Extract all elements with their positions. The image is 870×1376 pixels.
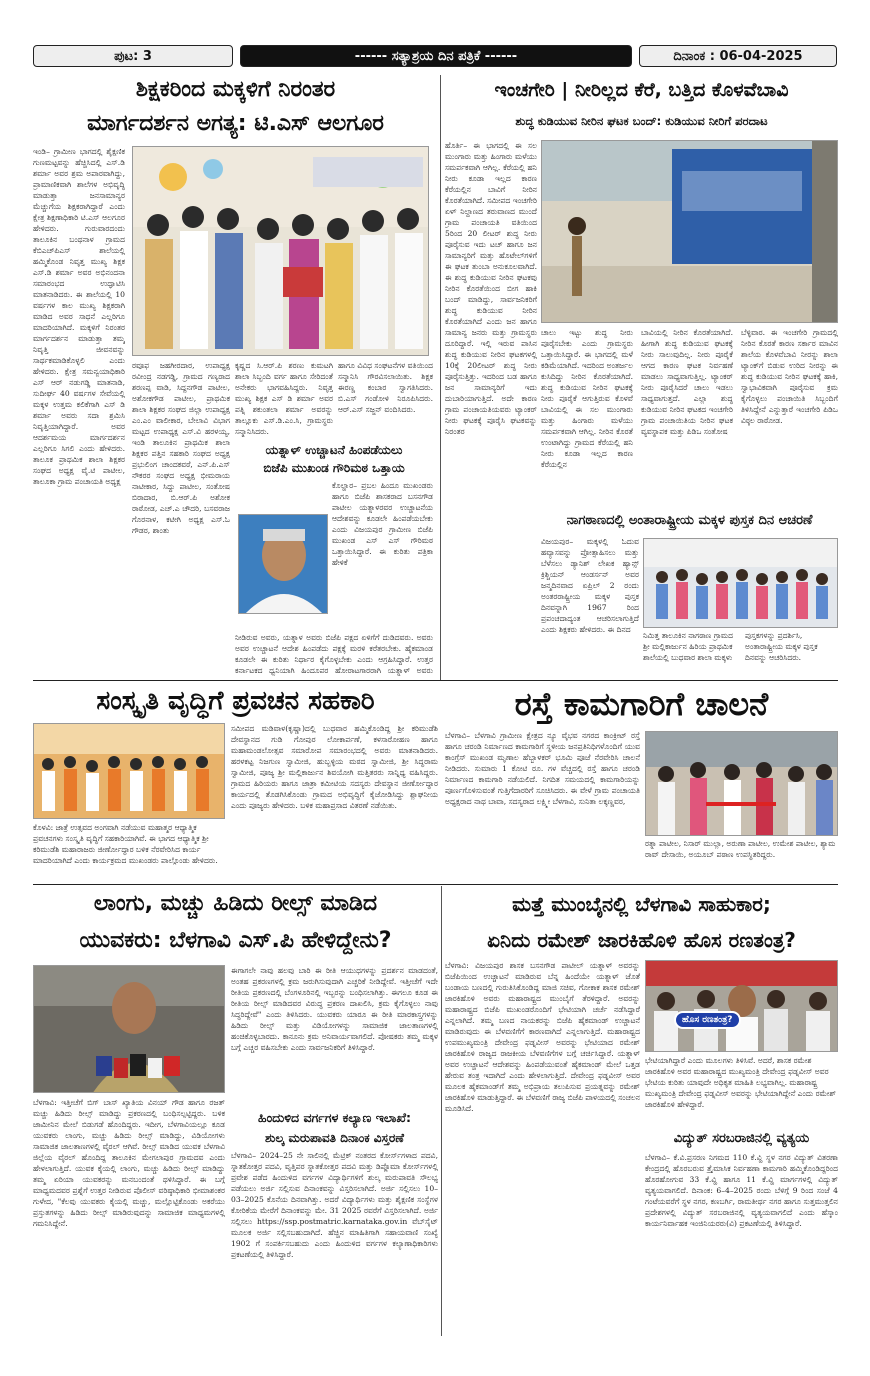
section-divider-1 (33, 680, 838, 681)
road-work-photo (645, 731, 838, 836)
paper-name: ------ ಸತ್ಯಾಶ್ರಯ ದಿನ ಪತ್ರಿಕೆ ------ (240, 45, 632, 67)
children-group-illustration (644, 539, 838, 628)
a10-headline: ವಿದ್ಯುತ್ ಸರಬರಾಜಿನಲ್ಲಿ ವ್ಯತ್ಯಯ (673, 1131, 810, 1146)
a8-headline: ಹಿಂದುಳಿದ ವರ್ಗಗಳ ಕಲ್ಯಾಣ ಇಲಾಖೆ: (258, 1110, 411, 1125)
a2-headline-1: ಯತ್ನಾಳ್ ಉಚ್ಚಾಟನೆ ಹಿಂಪಡೆಯಲು (265, 443, 403, 457)
a9-headline-1: ಮತ್ತೆ ಮುಂಬೈನಲ್ಲಿ ಬೆಳಗಾವಿ ಸಾಹುಕಾರ; (512, 892, 771, 916)
a2-headline-2: ಬಿಜೆಪಿ ಮುಖಂಡ ಗೌರಿಮಠ ಒತ್ತಾಯ (263, 461, 405, 475)
vertical-rule-top (440, 75, 441, 680)
a5-headline: ಸಂಸ್ಕೃತಿ ವೃದ್ಧಿಗೆ ಪ್ರವಚನ ಸಹಕಾರಿ (96, 686, 375, 716)
politician-illustration (646, 961, 838, 1052)
a7-column-1: ಬೆಳಗಾವಿ: ಇತ್ತೀಚೆಗೆ ಬಿಗ್ ಬಾಸ್ ಖ್ಯಾತಿಯ ವಿನಯ್ ಗೌಡ ಹಾಗೂ ರಜತ್ ಮಚ್ಚು ಹಿಡಿದು ರೀಲ್ಸ್ ಮಾಡಿದ್ದು ಪ್ರಕರಣದಲ್ಲಿ ಬಂಧಿಸಲ್ಪಟ್ಟಿದ್ದರು. ಬಳಿಕ ಜಾಮೀನಿನ ಮೇಲೆ ಬಿಡುಗಡೆ ಹೊಂದಿದ್ದರು. ಇದೀಗ, ಬೆಳಗಾವಿಯಲ್ಲೂ ಕೂಡ ಯುವಕರು ಲಾಂಗು, ಮಚ್ಚು ಹಿಡಿದು ರೀಲ್ಸ್ ಮಾಡಿದ್ದು, ವಿಡಿಯೋಗಳು ಸಾಮಾಜಿಕ ಜಾಲತಾಣಗಳಲ್ಲಿ ವೈರಲ್ ಆಗಿವೆ. ರೀಲ್ಸ್ ಮಾಡಿದ ಯುವಕ ಬೆಳಗಾವಿ ಜಿಲ್ಲೆಯ ವೈರಲ್ ಹೊಂದಿದ್ದ ತಾಲೂಕಿನ ಮೇಗಲಾಪುರ ಗ್ರಾಮದವ ಎಂದು ಹೇಳಲಾಗುತ್ತಿದೆ. ಯುವಕ ಕೈಯಲ್ಲಿ ಲಾಂಗು, ಮಚ್ಚು ಹಿಡಿದು ರೀಲ್ಸ್ ಮಾಡಿದ್ದು ತಮ್ಮ ಏರಿಯಾ ಯುವಕರನ್ನು ಮನಬಂದಂತೆ ಥಳಿಸಿದ್ದಾರೆ. ಈ ಬಗ್ಗೆ ಮಾಧ್ಯಮದವರ ಪ್ರಶ್ನೆಗೆ ಉತ್ತರ ನೀಡಿರುವ ಪೊಲೀಸ್ ವರಿಷ್ಠಾಧಿಕಾರಿ ಭೀಮಾಶಂಕರ ಗುಳೇದ, "ಕೆಲವು ಯುವಕರು ಕೈಯಲ್ಲಿ ಮಚ್ಚು, ಮಲ್ಲೊಟ್ಟಿಕೊಂಡು ಅಕರೆಯು ಪ್ರಸ್ತುತಗಳನ್ನು ಹಿಡಿದು ರೀಲ್ಸ್ ಮಾಡಿರುವುದನ್ನು ಸಾಮಾಜಿಕ ಮಾಧ್ಯಮಗಳಲ್ಲಿ ಗಮನಿಸಿದ್ದೇನೆ. (33, 1098, 225, 1228)
page-number: ಪುಟ: 3 (33, 45, 233, 67)
portrait-illustration (239, 515, 328, 614)
event-crowd-illustration (34, 724, 225, 819)
press-meet-illustration (34, 966, 225, 1093)
ribbon-cutting-illustration (646, 732, 838, 836)
book-day-photo (643, 538, 838, 628)
photo-label-badge: ಹೊಸ ರಣತಂತ್ರ? (674, 1011, 741, 1029)
issue-date: ದಿನಾಂಕ : 06-04-2025 (639, 45, 837, 67)
vertical-rule-bottom (441, 886, 442, 1336)
discourse-event-photo (33, 723, 225, 819)
a9-column-1: ಬೆಳಗಾವಿ: ವಿಜಯಪುರ ಶಾಸಕ ಬಸನಗೌಡ ಪಾಟೀಲ್ ಯತ್ನಾಳ್ ಅವರನ್ನು ಬಿಜೆಪಿಯಿಂದ ಉಚ್ಚಾಟನೆ ಮಾಡಿರುವ ಬೆನ್ನ ಹಿಂದೆಯೇ ಯತ್ನಾಳ್ ಜೊತೆ ಬಂಡಾಯ ಬಣದಲ್ಲಿ ಗುರುತಿಸಿಕೊಂಡಿದ್ದ ಮಾಜಿ ಸಚಿವ, ಗೋಕಾಕ ಶಾಸಕ ರಮೇಶ್ ಜಾರಕಿಹೊಳಿ ಅವರು ಮಹಾರಾಷ್ಟ್ರದ ಮುಂಬೈಗೆ ತೆರಳಿದ್ದಾರೆ. ಅವರನ್ನು ಮಹಾರಾಷ್ಟ್ರದ ಬಿಜೆಪಿ ಮುಖಂಡರೊಂದಿಗೆ ಭೇಟಿಯಾಗಿ ಚರ್ಚೆ ನಡೆಸಿದ್ದಾರೆ ಎನ್ನಲಾಗಿದೆ. ತಮ್ಮ ಬಣದ ನಾಯಕರನ್ನು ಬಿಜೆಪಿ ಹೈಕಮಾಂಡ್ ಉಚ್ಚಾಟನೆ ಮಾಡಿರುವುದು ಈ ಬೆಳವಣಿಗೆಗೆ ಕಾರಣವಾಗಿದೆ ಎನ್ನಲಾಗುತ್ತಿದೆ. ಮಹಾರಾಷ್ಟ್ರದ ಉಪಮುಖ್ಯಮಂತ್ರಿ ದೇವೇಂದ್ರ ಫಡ್ನವೀಸ್ ಅವರನ್ನು ಭೇಟಿಯಾದ ರಮೇಶ್ ಜಾರಕಿಹೊಳಿ ರಾಜ್ಯದ ರಾಜಕೀಯ ಬೆಳವಣಿಗೆಗಳ ಬಗ್ಗೆ ಚರ್ಚಿಸಿದ್ದಾರೆ. ಯತ್ನಾಳ್ ಅವರ ಉಚ್ಚಾಟನೆ ಆದೇಶವನ್ನು ಹಿಂಪಡೆಯುವಂತೆ ಹೈಕಮಾಂಡ್ ಮೇಲೆ ಒತ್ತಡ ಹೇರುವ ತಂತ್ರ ಇದಾಗಿದೆ ಎಂದು ಹೇಳಲಾಗುತ್ತಿದೆ. ದೇವೇಂದ್ರ ಫಡ್ನವೀಸ್ ಅವರ ಮೂಲಕ ಹೈಕಮಾಂಡ್‌ಗೆ ತಮ್ಮ ಅಭಿಪ್ರಾಯ ತಲುಪಿಸುವ ಪ್ರಯತ್ನವನ್ನು ರಮೇಶ್ ಜಾರಕಿಹೊಳಿ ಮಾಡುತ್ತಿದ್ದಾರೆ. ಈ ಬೆಳವಣಿಗೆ ರಾಜ್ಯ ಬಿಜೆಪಿ ಪಾಳಯದಲ್ಲಿ ಸಂಚಲನ ಮೂಡಿಸಿದೆ. (445, 961, 640, 1113)
a3-subheadline: ಶುದ್ಧ ಕುಡಿಯುವ ನೀರಿನ ಘಟಕ ಬಂದ್: ಕುಡಿಯುವ ನೀರಿಗೆ ಪರದಾಟ (515, 114, 768, 128)
a3-headline: ಇಂಚಗೇರಿ | ನೀರಿಲ್ಲದ ಕೆರೆ, ಬತ್ತಿದ ಕೊಳವೆಬಾವಿ (494, 79, 789, 101)
a4-caption-c: ಪುಸ್ತಕಗಳನ್ನು ಪ್ರದರ್ಶಿಸಿ, ಅಂತಾರಾಷ್ಟ್ರೀಯ ಮಕ್ಕಳ ಪುಸ್ತಕ ದಿನವನ್ನು ಆಚರಿಸಿದರು. (745, 631, 818, 662)
a6-caption: ರತ್ನಾ ಪಾಟೀಲ, ನಿಸಾರ್ ಮುಲ್ಲಾ, ಅರುಣಾ ಪಾಟೀಲ, ಉಮೇಶ ಪಾಟೀಲ, ಶ್ಯಾಮ ರಾವ್ ದೇಸಾಯಿ, ಅಯೂಬ್ ಪಠಾಣ ಉಪಸ್ಥಿತರಿದ್ದರು. (645, 839, 836, 859)
a4-caption-b: ನಿಮಿತ್ತ ತಾಲೂಕಿನ ನಾಗಠಾಣ ಗ್ರಾಮದ ಶ್ರೀ ಮಲ್ಲಿಕಾರ್ಜುನ ಹಿರಿಯ ಪ್ರಾಥಮಿಕ ಶಾಲೆಯಲ್ಲಿ ಬುಧವಾರ ಶಾಲಾ ಮಕ್ಕಳು (643, 631, 733, 662)
a5-column: ಸಮೀಪದ ಮಡಿವಾಳ(ಕೃಷ್ಣಾ)ದಲ್ಲಿ ಬುಧವಾರ ಹಮ್ಮಿಕೊಂಡಿದ್ದ ಶ್ರೀ ಕರಿಮುಡೆಶಿ ದೇವಸ್ಥಾನದ ಗುಡಿ ಗೋಪುರ ಲೋಕಾರ್ಪಣೆ, ಕಳಸಾರೋಹಣ ಹಾಗೂ ಮಹಾಮಂಡಲೋತ್ಸವ ಸಮಾರೋಪ ಸಮಾರಂಭದಲ್ಲಿ ಅವರು ಮಾತನಾಡಿದರು. ಹರಳಕಟ್ಟ ನಿಜಗುಣ ಸ್ವಾಮೀಜಿ, ಹುಬ್ಬಳ್ಳಿಯ ಮಠದ ಸ್ವಾಮೀಜಿ, ಶ್ರೀ ಸಿದ್ಧರಾಮ ಸ್ವಾಮೀಜಿ, ಪೂಜ್ಯ ಶ್ರೀ ಮಲ್ಲಿಕಾರ್ಜುನ ಶಿವಯೋಗಿ ಮತ್ತಿತರರು ಸಾನ್ನಿಧ್ಯ ವಹಿಸಿದ್ದರು. ಗ್ರಾಮದ ಹಿರಿಯರು ಹಾಗೂ ಜಾತ್ರಾ ಕಮೀಟಿಯ ಸದಸ್ಯರು ದೇವಸ್ಥಾನ ಜೀರ್ಣೋದ್ಧಾರ ಕಾರ್ಯದಲ್ಲಿ ತೊಡಗಿಸಿಕೊಂಡು ಗ್ರಾಮದ ಅಭಿವೃದ್ಧಿಗೆ ಕೈಜೋಡಿಸಿದ್ದು ಶ್ಲಾಘನೀಯ ಎಂದು ಪೂಜ್ಯರು ಹೇಳಿದರು. ಬಳಿಕ ಮಹಾಪ್ರಸಾದ ವಿತರಣೆ ನಡೆಯಿತು. (231, 724, 438, 810)
section-divider-2 (33, 884, 838, 885)
a7-headline-2: ಯುವಕರು: ಬೆಳಗಾವಿ ಎಸ್.ಪಿ ಹೇಳಿದ್ದೇನು? (79, 928, 392, 953)
sp-press-photo (33, 965, 225, 1093)
a8-column: ಬೆಳಗಾವಿ– 2024–25 ನೇ ಸಾಲಿನಲ್ಲಿ ಮೆಟ್ರಿಕ್ ನಂತರದ ಕೋರ್ಸ್‌ಗಳಾದ ಪದವಿ, ಸ್ನಾತಕೋತ್ತರ ಪದವಿ, ವೃತ್ತಿಪರ ಸ್ನಾತಕೋತ್ತರ ಪದವಿ ಮತ್ತು ಡಿಪ್ಲೊಮಾ ಕೋರ್ಸ್‌ಗಳಲ್ಲಿ ಪ್ರವೇಶ ಪಡೆದ ಹಿಂದುಳಿದ ವರ್ಗಗಳ ವಿದ್ಯಾರ್ಥಿಗಳಿಗೆ ಶುಲ್ಕ ಮರುಪಾವತಿ ಸೌಲಭ್ಯ ಪಡೆಯಲು ಅರ್ಜಿ ಸಲ್ಲಿಸುವ ದಿನಾಂಕವನ್ನು ವಿಸ್ತರಿಸಲಾಗಿದೆ. ಅರ್ಜಿ ಸಲ್ಲಿಸಲು 10–03–2025 ಕೊನೆಯ ದಿನವಾಗಿತ್ತು. ಅದರೆ ವಿದ್ಯಾರ್ಥಿಗಳು ಮತ್ತು ಶೈಕ್ಷಣಿಕ ಸಂಸ್ಥೆಗಳ ಕೋರಿಕೆಯ ಮೇರೆಗೆ ದಿನಾಂಕವನ್ನು ಮೇ. 31 2025 ರವರೆಗೆ ವಿಸ್ತರಿಸಲಾಗಿದೆ. ಅರ್ಜಿ ಸಲ್ಲಿಸಲು https://ssp.postmatric.karnataka.gov.in ವೆಬ್‌ಸೈಟ್ ಮೂಲಕ ಅರ್ಜಿ ಸಲ್ಲಿಸಬಹುದಾಗಿದೆ. ಹೆಚ್ಚಿನ ಮಾಹಿತಿಗಾಗಿ ಸಹಾಯವಾಣಿ ಸಂಖ್ಯೆ 1902 ಗೆ ಸಂಪರ್ಕಿಸಬಹುದು ಎಂದು ಹಿಂದುಳಿದ ವರ್ಗಗಳ ಕಲ್ಯಾಣಾಧಿಕಾರಿಗಳು ಪ್ರಕಟಣೆಯಲ್ಲಿ ತಿಳಿಸಿದ್ದಾರೆ. (231, 1151, 438, 1259)
a3-column-2: ಚಾಲು ಇಟ್ಟು ಶುದ್ಧ ನೀರು ಪೂರೈಸಬೇಕು ಎಂದು ಗ್ರಾಮಸ್ಥರು ಒತ್ತಾಯಿಸಿದ್ದಾರೆ. ಈ ಭಾಗದಲ್ಲಿ ಮಳೆ ಕಡಿಮೆಯಾಗಿದೆ. ಇದರಿಂದ ಅಂತರ್ಜಲ ಕುಸಿದಿದ್ದು ನೀರಿನ ಕೊರತೆಯಾಗಿದೆ. ಶುದ್ಧ ಕುಡಿಯುವ ನೀರಿನ ಘಟಕಕ್ಕೆ ನೀರು ಪೂರೈಕೆ ಆಗುತ್ತಿರುವ ಕೊಳವೆ ಬಾವಿಯಲ್ಲಿ ಈ ಸಲ ಮುಂಗಾರು ಮತ್ತು ಹಿಂಗಾರು ಮಳೆಯು ಸಮರ್ಪಕವಾಗಿ ಆಗಿಲ್ಲ. ನೀರಿನ ಕೊರತೆ ಉಂಟಾಗಿದ್ದು ಗ್ರಾಮದ ಕೆರೆಯಲ್ಲಿ ಹನಿ ನೀರು ಕೂಡಾ ಇಲ್ಲದ ಕಾರಣ ಕೆರೆಯಲ್ಲಿನ (541, 328, 633, 469)
a10-column: ಬೆಳಗಾವಿ– ಕೆ.ವಿ.ಪ್ರಸರಣ ನಿಗಮದ 110 ಕೆ.ವ್ಹಿ ಸ್ಥಳ ನಗರ ವಿದ್ಯುತ್ ವಿತರಣಾ ಕೇಂದ್ರದಲ್ಲಿ ಹೊರಬರುವ ತ್ರೈಮಾಸಿಕ ನಿರ್ವಹಣಾ ಕಾಮಗಾರಿ ಹಮ್ಮಿಕೊಂಡಿದ್ದರಿಂದ ಹೊರಹೋಗುವ 33 ಕೆ.ವ್ಹಿ ಹಾಗೂ 11 ಕೆ.ವ್ಹಿ ಮಾರ್ಗಗಳಲ್ಲಿ ವಿದ್ಯುತ್ ವ್ಯತ್ಯಯವಾಗಲಿದೆ. ದಿನಾಂಕ: 6–4–2025 ರಂದು ಬೆಳಿಗ್ಗೆ 9 ರಿಂದ ಸಂಜೆ 4 ಗಂಟೆಯವರೆಗೆ ಸ್ಥಳ ನಗರ, ಕಣಬರ್ಗಿ, ರಾಮತೀರ್ಥ ನಗರ ಹಾಗೂ ಸುತ್ತಮುತ್ತಲಿನ ಪ್ರದೇಶಗಳಲ್ಲಿ ವಿದ್ಯುತ್ ಸರಬರಾಜಿನಲ್ಲಿ ವ್ಯತ್ಯಯವಾಗಲಿದೆ ಎಂದು ಹೆಸ್ಕಾಂ ಕಾರ್ಯನಿರ್ವಾಹಕ ಇಂಜಿನಿಯರರು(ವಿ) ಪ್ರಕಟಣೆಯಲ್ಲಿ ತಿಳಿಸಿದ್ದಾರೆ. (645, 1153, 838, 1228)
politician-photo (645, 960, 838, 1052)
a9-headline-2: ಏನಿದು ರಮೇಶ್ ಜಾರಕಿಹೊಳಿ ಹೊಸ ರಣತಂತ್ರ? (487, 928, 796, 952)
a4-column-1: ವಿಜಯಪುರ– ಮಕ್ಕಳಲ್ಲಿ ಓದುವ ಹವ್ಯಾಸವನ್ನು ಪ್ರೋತ್ಸಾಹಿಸಲು ಮತ್ತು ಬೆಳೆಸಲು ಡ್ಯಾನಿಶ್ ಲೇಖಕ ಹ್ಯಾನ್ಸ್ ಕ್ರಿಶ್ಚಿಯನ್ ಆಂಡರ್ಸನ್ ಅವರ ಜನ್ಮದಿನವಾದ ಏಪ್ರಿಲ್ 2 ರಂದು ಅಂತರರಾಷ್ಟ್ರೀಯ ಮಕ್ಕಳ ಪುಸ್ತಕ ದಿನವನ್ನಾಗಿ 1967 ರಿಂದ ಪ್ರಪಂಚದಾದ್ಯಂತ ಆಚರಿಸಲಾಗುತ್ತಿದೆ ಎಂದು ಶಿಕ್ಷಕರು ಹೇಳಿದರು. ಈ ದಿನದ (541, 537, 639, 634)
a2-column-bottom: ನೀಡಿರುವ ಅವರು, ಯತ್ನಾಳ ಅವರು ಬಿಜೆಪಿ ಪಕ್ಷದ ಏಳಿಗೆಗೆ ದುಡಿದವರು. ಅವರು ಅವರ ಉಚ್ಚಾಟನೆ ಆದೇಶ ಹಿಂಪಡೆದು ಪಕ್ಷಕ್ಕೆ ಮರಳಿ ಕರೆತರಬೇಕು. ಹೈಕಮಾಂಡ ಕೂಡಲೇ ಈ ಕುರಿತು ನಿರ್ಧಾರ ಕೈಗೊಳ್ಳಬೇಕು ಎಂದು ಆಗ್ರಹಿಸಿದ್ದಾರೆ. ಉತ್ತರ ಕರ್ನಾಟಕದ ಧ್ವನಿಯಾಗಿ ಹಿಂದೂಪರ ಹೋರಾಟಗಾರರಾಗಿ ಯತ್ನಾಳ್ ಅವರು (235, 633, 433, 675)
a7-column-2: ಈಗಾಗಲೇ ನಾವು ಹಲವು ಬಾರಿ ಈ ರೀತಿ ಆಯುಧಗಳನ್ನು ಪ್ರದರ್ಶನ ಮಾಡದಂತೆ, ಅಂತಹ ಪ್ರಕರಣಗಳಲ್ಲಿ ಕ್ರಮ ಜರುಗಿಸುವುದಾಗಿ ಎಚ್ಚರಿಕೆ ನೀಡಿದ್ದೇವೆ. ಇತ್ತೀಚೆಗೆ ಇದೇ ರೀತಿಯ ಪ್ರಕರಣದಲ್ಲಿ ಬೆಂಗಳೂರಿನಲ್ಲಿ ಇಬ್ಬರನ್ನು ಬಂಧಿಸಲಾಗಿತ್ತು. ಈಗಲೂ ಕೂಡ ಈ ರೀತಿಯ ರೀಲ್ಸ್ ಮಾಡಿದವರ ವಿರುದ್ಧ ಪ್ರಕರಣ ದಾಖಲಿಸಿ, ಕ್ರಮ ಕೈಗೊಳ್ಳಲು ನಾವು ಸಿದ್ಧರಿದ್ದೇವೆ" ಎಂದು ತಿಳಿಸಿದರು. ಯುವಕರು ಯಾರೂ ಈ ರೀತಿ ಮಾರಕಾಸ್ತ್ರಗಳನ್ನು ಹಿಡಿದು ರೀಲ್ಸ್ ಮತ್ತು ವಿಡಿಯೋಗಳನ್ನು ಸಾಮಾಜಿಕ ಜಾಲತಾಣಗಳಲ್ಲಿ ಹಂಚಿಕೊಳ್ಳಬಾರದು. ಕಾನೂನು ಕ್ರಮ ಅನಿವಾರ್ಯವಾಗಲಿದೆ. ಪೋಷಕರು ತಮ್ಮ ಮಕ್ಕಳ ಬಗ್ಗೆ ಎಚ್ಚರ ವಹಿಸಬೇಕು ಎಂದು ಸಾರ್ವಜನಿಕರಿಗೆ ತಿಳಿಸಿದ್ದಾರೆ. (231, 966, 438, 1052)
a6-headline: ರಸ್ತೆ ಕಾಮಗಾರಿಗೆ ಚಾಲನೆ (514, 685, 769, 723)
a1-column-b1: ರವೂಫ ಜಹಗೀರದಾರ, ಉಪಾಧ್ಯಕ್ಷ ರವೀಂದ್ರ ನಡಗಡ್ಡಿ, ಗ್ರಾಮದ ಗಣ್ಯರಾದ ಶರಣಪ್ಪ ವಾಡಿ, ಸಿದ್ದನಗೌಡ ಪಾಟೀಲ, ಅಶೋಕಗೌಡ ಪಾಟೀಲ, ಪ್ರಾಥಮಿಕ ಶಾಲಾ ಶಿಕ್ಷಕರ ಸಂಘದ ಜಿಲ್ಲಾ ಉಪಾಧ್ಯಕ್ಷ ಎಂ.ಎಂ ವಾಲೀಕಾರ, ಬೇಲಾವಿ ವಿಭಾಗ ಮಟ್ಟದ ಉಪಾಧ್ಯಕ್ಷ ಎಸ್.ವಿ ಹರಳಯ್ಯ, ಇಂಡಿ ತಾಲೂಕಿನ ಪ್ರಾಥಮಿಕ ಶಾಲಾ ಶಿಕ್ಷಕರ ಪತ್ತಿನ ಸಹಕಾರಿ ಸಂಘದ ಅಧ್ಯಕ್ಷ ಪ್ರಭುಲಿಂಗ ಚಾಂದಕವಠೆ, ಎನ್.ಪಿ.ಎಸ್ ನೌಕರರ ಸಂಘದ ಅಧ್ಯಕ್ಷ ಭೀಮರಾಯ ನಾಟೀಕಾರ, ಸಿದ್ದು ಪಾಟೀಲ, ಸಂತೋಷ ಬಿರಾದಾರ, ಬಿ.ಆರ್.ಪಿ ಅಶೋಕ ರಾಠೋಡ, ಎಚ್.ಎ ಚೌದರಿ, ಬಸವರಾಜ ಗೊರನಾಳ, ಕಟೀಗಿ ಅಧ್ಯಕ್ಷ ಎಸ್.ಓ ಗೌಡರ, ಶಾಂತು (132, 361, 230, 535)
group-photo-illustration (133, 147, 429, 356)
a3-column-3: ಬಾವಿಯಲ್ಲಿ ನೀರಿನ ಕೊರತೆಯಾಗಿದೆ. ಹೀಗಾಗಿ ಶುದ್ಧ ಕುಡಿಯುವ ಘಟಕಕ್ಕೆ ನೀರು ಸಾಲುವುದಿಲ್ಲ. ನೀರು ಪೂರೈಕೆ ಆಗದ ಕಾರಣ ಘಟಕ ನಿರ್ವಹಣೆ ಮಾಡಲು ಸಾಧ್ಯವಾಗುತ್ತಿಲ್ಲ. ಟ್ಯಾಂಕರ್ ನೀರು ಪೂರೈಸಿದರೆ ಚಾಲು ಇಡಲು ಸಾಧ್ಯವಾಗುತ್ತದೆ. ಎಲ್ಲಾ ಶುದ್ಧ ಕುಡಿಯುವ ನೀರಿನ ಘಟಕದ ಇಂಚಗೇರಿ ಗ್ರಾಮ ಪಂಚಾಯಿತಿಯ ನೀರಿನ ಘಟಕ ವ್ಯವಸ್ಥಾಪಕ ಮತ್ತು ಪಿಡಿಒ ಸಂತೋಷ (641, 328, 733, 436)
teacher-felicitation-photo (132, 146, 429, 356)
water-unit-photo (541, 140, 838, 323)
a7-headline-1: ಲಾಂಗು, ಮಚ್ಚು ಹಿಡಿದು ರೀಲ್ಸ್ ಮಾಡಿದ (93, 891, 378, 916)
leader-portrait-photo (238, 514, 328, 614)
water-kiosk-illustration (542, 141, 838, 323)
a1-column-b3: ಹಾಗೂ ವಿವಿಧ ಸಂಘಟನೆಗಳ ವತಿಯಿಂದ ಸನ್ಮಾನಿಸಿ ಗೌರವಿಸಲಾಯಿತು. ಶಿಕ್ಷಕ ಈರಣ್ಣ ಕಂಬಾರ ಸ್ವಾಗತಿಸಿದರು. ಬಿ.ಎಸ್ ಗಂಡೋಳಿ ನಿರೂಪಿಸಿದರು. ಆರ್.ಎಸ್ ಸಜ್ಜನ್ ವಂದಿಸಿದರು. (338, 361, 433, 414)
a1-column-b2: ಕೃಷ್ಣದ ಸಿ.ಆರ್.ಪಿ ಶರಣು ಕುಮಟಗಿ ಶಾಲಾ ಸಿಬ್ಬಂದಿ ವರ್ಗ ಹಾಗೂ ಸೇರಿದಂತೆ ಅನೇಕರು ಭಾಗವಹಿಸಿದ್ದರು. ನಿವೃತ್ತ ಮುಖ್ಯ ಶಿಕ್ಷಕ ಎಸ್ ಡಿ ಶರ್ಮಾ ಅವರ ಪತ್ನಿ ಶಕುಂತಲಾ ಶರ್ಮಾ ಅವರನ್ನು ತಾಲ್ಲೂಕು ಎಸ್.ಡಿ.ಎಂ.ಸಿ, ಗ್ರಾಮಸ್ಥರು ಸನ್ಮಾನಿಸಿದರು. (235, 361, 333, 436)
a1-headline-1: ಶಿಕ್ಷಕರಿಂದ ಮಕ್ಕಳಿಗೆ ನಿರಂತರ (135, 77, 336, 102)
a2-column-right: ಕೊಲ್ಹಾರ– ಪ್ರಬಲ ಹಿಂದೂ ಮುಖಂಡರು ಹಾಗೂ ಬಿಜೆಪಿ ಶಾಸಕರಾದ ಬಸನಗೌಡ ಪಾಟೀಲ ಯತ್ನಾಳರವರ ಉಚ್ಚಾಟನೆಯ ಆದೇಶವನ್ನು ಕೂಡಲೇ ಹಿಂಪಡೆಯಬೇಕು ಎಂದು ವಿಜಯಪುರ ಗ್ರಾಮೀಣ ಬಿಜೆಪಿ ಮುಖಂಡ ಎಸ್ ಎಸ್ ಗೌರಿಮಠ ಒತ್ತಾಯಿಸಿದ್ದಾರೆ. ಈ ಕುರಿತು ಪತ್ರಿಕಾ ಹೇಳಿಕೆ (332, 481, 433, 567)
a1-headline-2: ಮಾರ್ಗದರ್ಶನ ಅಗತ್ಯ: ಟಿ.ಎಸ್ ಆಲಗೂರ (87, 111, 384, 136)
a8-subheadline: ಶುಲ್ಕ ಮರುಪಾವತಿ ದಿನಾಂಕ ವಿಸ್ತರಣೆ (264, 1131, 404, 1145)
a6-column-1: ಬೆಳಗಾವಿ– ಬೆಳಗಾವಿ ಗ್ರಾಮೀಣ ಕ್ಷೇತ್ರದ ನ್ಯೂ ವೈಭವ ನಗರದ ಕಾಂಕ್ರೀಟ್ ರಸ್ತೆ ಹಾಗೂ ಚರಂಡಿ ನಿರ್ಮಾಣದ ಕಾಮಗಾರಿಗೆ ಸ್ಥಳೀಯ ಜನಪ್ರತಿನಿಧಿಗಳೊಂದಿಗೆ ಯುವ ಕಾಂಗ್ರೆಸ್ ಮುಖಂಡ ಮೃಣಾಲ ಹೆಬ್ಬಾಳಕರ್ ಭೂಮಿ ಪೂಜೆ ನೆರವೇರಿಸಿ ಚಾಲನೆ ನೀಡಿದರು. ಸುಮಾರು 1 ಕೋಟಿ ರೂ. ಗಳ ವೆಚ್ಚದಲ್ಲಿ ರಸ್ತೆ ಹಾಗೂ ಚರಂಡಿ ನಿರ್ಮಾಣದ ಕಾಮಗಾರಿ ನಡೆಯಲಿದೆ. ನಿಗದಿತ ಸಮಯದಲ್ಲಿ ಕಾಮಗಾರಿಯನ್ನು ಪೂರ್ಣಗೊಳಿಸುವಂತೆ ಗುತ್ತಿಗೆದಾರರಿಗೆ ಸೂಚಿಸಿದರು. ಈ ವೇಳೆ ಗ್ರಾಮ ಪಂಚಾಯತಿ ಅಧ್ಯಕ್ಷರಾದ ನಾಥ ಬಾವಾ, ಸದಸ್ಯರಾದ ಲಕ್ಷ್ಮೀ ಬೆಳಗಾವಿ, ಸುನಿತಾ ಲಕ್ಕಣ್ಣವರ, (445, 731, 640, 806)
a3-column-1: ಹೊರ್ತಿ– ಈ ಭಾಗದಲ್ಲಿ ಈ ಸಲ ಮುಂಗಾರು ಮತ್ತು ಹಿಂಗಾರು ಮಳೆಯು ಸಮರ್ಪಕವಾಗಿ ಆಗಿಲ್ಲ. ಕೆರೆಯಲ್ಲಿ ಹನಿ ನೀರು ಕೂಡಾ ಇಲ್ಲದ ಕಾರಣ ಕೆರೆಯಲ್ಲಿನ ಬಾವಿಗೆ ನೀರಿನ ಕೊರತೆಯಾಗಿದೆ. ಸಮೀಪದ ಇಂಚಗೇರಿ ಏಳ್ ನಿಲ್ದಾಣದ ತರುವಾಣದ ಮುಂದೆ ಗ್ರಾಮ ಪಂಚಾಯತಿ ವತಿಯಿಂದ 5ರಿಂದ 20 ಲೀಟರ್ ಶುದ್ಧ ನೀರು ಪೂರೈಸುವ ಇದು ಟಚ್ ಹಾಗೂ ಜನ ಸಾಮಾನ್ಯರಿಗೆ ಮತ್ತು ಹೊಟೇಲ್‌ಗಳಿಗೆ ಈ ಘಟಕ ತುಂಬಾ ಅನುಕೂಲವಾಗಿದೆ. ಈ ಶುದ್ಧ ಕುಡಿಯುವ ನೀರಿನ ಘಟಕವು ನೀರಿನ ಕೊರತೆಯಿಂದ ಬೀಗ ಹಾಕಿ ಬಂದ್ ಮಾಡಿದ್ದು, ಸಾರ್ವಜನಿಕರಿಗೆ ಶುದ್ಧ ಕುಡಿಯುವ ನೀರಿನ ಕೊರತೆಯಾಗಿದೆ ಎಂದು ಜನ ಹಾಗೂ ಸಾಮಾನ್ಯ ಜನರು ಮತ್ತು ಗ್ರಾಮಸ್ಥರು ದೂರಿದ್ದಾರೆ. ಇಲ್ಲಿ ಇರುವ ಪಾಸಿನ ಶುದ್ಧ ಕುಡಿಯುವ ನೀರಿನ ಘಟಕಗಳಲ್ಲಿ 10ಕ್ಕೆ 20ಲೀಟರ್ ಶುದ್ಧ ನೀರು ಪೂರೈಸುತ್ತಿತ್ತು. ಇದರಿಂದ ಬಡ ಹಾಗೂ ಜನ ಸಾಮಾನ್ಯರಿಗೆ ಇದು ದುಬಾರಿಯಾಗುತ್ತಿದೆ. ಅದೇ ಕಾರಣ ಗ್ರಾಮ ಪಂಚಾಯತಿಯವರು ಟ್ಯಾಂಕರ್ ನೀರು ಘಟಕಕ್ಕೆ ಪೂರೈಸಿ ಘಟಕವನ್ನು ನಿರಂತರ (445, 141, 537, 436)
a5-caption: ಕೊಳವಿ: ಜಾತ್ರೆ ಉತ್ಸವದ ಅಂಗವಾಗಿ ನಡೆಯುವ ಮಹಾತ್ಮರ ಆಧ್ಯಾತ್ಮಿಕ ಪ್ರವಚನಗಳು ಸಂಸ್ಕೃತಿ ವೃದ್ಧಿಗೆ ಸಹಕಾರಿಯಾಗಿವೆ. ಈ ಭಾಗದ ಆಧ್ಯಾತ್ಮಿಕ ಶ್ರೀ ಕರಿಮುಡೆಶಿ ಮಹಾರಾಜರು ಜೀರ್ಣೋದ್ಧಾರ ಬಳಿಕ ನೆರವೇರಿಸಿದ ಕಾರ್ಯ ಮಾದರಿಯಾಗಿದೆ ಎಂದು ಕಾರ್ಯಕ್ರಮದ ಮುಖಂಡರು ಪಾಲ್ಗೊಂಡು ಹೇಳಿದರು. (33, 823, 218, 865)
a4-headline: ನಾಗಠಾಣದಲ್ಲಿ ಅಂತಾರಾಷ್ಟ್ರೀಯ ಮಕ್ಕಳ ಪುಸ್ತಕ ದಿನ ಆಚರಣೆ (566, 513, 813, 528)
a9-caption: ಭೇಟಿಯಾಗಿದ್ದಾರೆ ಎಂದು ಮೂಲಗಳು ತಿಳಿಸಿವೆ. ಅದರೆ, ಶಾಸಕ ರಮೇಶ ಜಾರಕಿಹೊಳಿ ಅವರ ಮಹಾರಾಷ್ಟ್ರದ ಮುಖ್ಯಮಂತ್ರಿ ದೇವೇಂದ್ರ ಫಡ್ನವೀಸ್ ಅವರ ಭೇಟಿಯ ಕುರಿತು ಯಾವುದೇ ಅಧಿಕೃತ ಮಾಹಿತಿ ಲಭ್ಯವಾಗಿಲ್ಲ. ಮಹಾರಾಷ್ಟ್ರ ಮುಖ್ಯಮಂತ್ರಿ ದೇವೇಂದ್ರ ಫಡ್ನವೀಸ್ ಅವರನ್ನು ಭೇಟಿಯಾಗಿದ್ದೇನೆ ಎಂದು ರಮೇಶ್ ಜಾರಕಿಹೊಳಿ ಹೇಳಿದ್ದಾರೆ. (645, 1056, 836, 1109)
a1-column-left: ಇಂಡಿ– ಗ್ರಾಮೀಣ ಭಾಗದಲ್ಲಿ ಶೈಕ್ಷಣಿಕ ಗುಣಮಟ್ಟವನ್ನು ಹೆಚ್ಚಿಸಿದಲ್ಲಿ ಎಸ್.ಡಿ ಶರ್ಮಾ ಅವರ ಶ್ರಮ ಅಪಾರವಾಗಿದ್ದು, ಪ್ರಾಮಾಣಿಕವಾಗಿ ಶಾಲೆಗಳ ಅಭಿವೃದ್ಧಿ ಮಾಡುತ್ತಾ ಜನಸಾಮಾನ್ಯರ ಮೆಚ್ಚುಗೆಯ ಶಿಕ್ಷಕರಾಗಿದ್ದಾರೆ ಎಂದು ಕ್ಷೇತ್ರ ಶಿಕ್ಷಣಾಧಿಕಾರಿ ಟಿ.ಎಸ್ ಆಲಗೂರ ಹೇಳಿದರು. ಗುರುವಾರದಂದು ತಾಲೂಕಿನ ಬಂಥನಾಳ ಗ್ರಾಮದ ಕೆಬಿಎಚ್‌ಪಿಎಸ್ ಶಾಲೆಯಲ್ಲಿ ಹಮ್ಮಿಕೊಂಡ ನಿವೃತ್ತ ಮುಖ್ಯ ಶಿಕ್ಷಕ ಎಸ್.ಡಿ ಶರ್ಮಾ ಅವರ ಅಭಿನಂದನಾ ಸಮಾರಂಭದ ಉದ್ಘಾಟಿಸಿ ಮಾತನಾಡಿದರು. ಈ ಶಾಲೆಯಲ್ಲಿ 10 ವರ್ಷಗಳ ಕಾಲ ಮುಖ್ಯ ಶಿಕ್ಷಕರಾಗಿ ಮಾಡಿದ ಅವರ ಸಾಧನೆ ಎಲ್ಲರಿಗೂ ಮಾದರಿಯಾಗಿದೆ. ಮಕ್ಕಳಿಗೆ ನಿರಂತರ ಮಾರ್ಗದರ್ಶನ ಮಾಡುತ್ತಾ ತಮ್ಮ ನಿವೃತ್ತಿ ಜೀವನವನ್ನು ಸಾರ್ಥಕಮಾಡಿಕೊಳ್ಳಲಿ ಎಂದು ಹೇಳಿದರು. ಕ್ಷೇತ್ರ ಸಮನ್ವಯಾಧಿಕಾರಿ ಎಸ್ ಆರ್ ನಡುಗಡ್ಡಿ ಮಾತನಾಡಿ, ಸುದೀರ್ಘ 40 ವರ್ಷಗಳ ಸೇವೆಯಲ್ಲಿ ಮಕ್ಕಳ ಉತ್ತಮ ಕಲಿಕೆಗಾಗಿ ಎಸ್ ಡಿ ಶರ್ಮಾ ಅವರು ಸದಾ ಶ್ರಮಿಸಿ ನಿವೃತ್ತಿಯಾಗಿದ್ದಾರೆ. ಅವರ ಆದರ್ಶಮಯ ಮಾರ್ಗದರ್ಶನ ಎಲ್ಲರಿಗೂ ಸಿಗಲಿ ಎಂದು ಹೇಳಿದರು. ತಾಲೂಕ ಪ್ರಾಥಮಿಕ ಶಾಲಾ ಶಿಕ್ಷಕರ ಸಂಘದ ಅಧ್ಯಕ್ಷ ವೈ.ಟಿ ಪಾಟೀಲ, ತಾಲೂಕಾ ಗ್ರಾಮ ಪಂಚಾಯತಿ ಅಧ್ಯಕ್ಷ (33, 147, 125, 486)
a3-column-4: ಬೆಳ್ಳಿವಾರ. ಈ ಇಂಚಗೇರಿ ಗ್ರಾಮದಲ್ಲಿ ನೀರಿನ ಕೊರತೆ ಕಾರಣ ಸರ್ಕಾರ ಮಾವಿನ ಶಾಲೆಯ ಕೊಳವೆಬಾವಿ ನೀರನ್ನು ಶಾಲಾ ಟ್ಯಾಂಕ್‌ಗೆ ಬಿಡುವ ಉರಿದ ನೀರನ್ನು ಈ ಶುದ್ಧ ಕುಡಿಯುವ ನೀರಿನ ಘಟಕಕ್ಕೆ ಹಾಕಿ, ಸ್ವಾಭಾವಿಕವಾಗಿ ಪೂರೈಸುವ ಕ್ರಮ ಕೈಗೊಳ್ಳಲು ಪಂಚಾಯಿತಿ ಸಿಬ್ಬಂದಿಗೆ ತಿಳಿಸಿದ್ದೇನೆ ಎನ್ನುತ್ತಾರೆ ಇಂಚಗೇರಿ ಪಿಡಿಒ ವಿಠ್ಠಲ ರಾಠೋಡ. (741, 328, 838, 425)
